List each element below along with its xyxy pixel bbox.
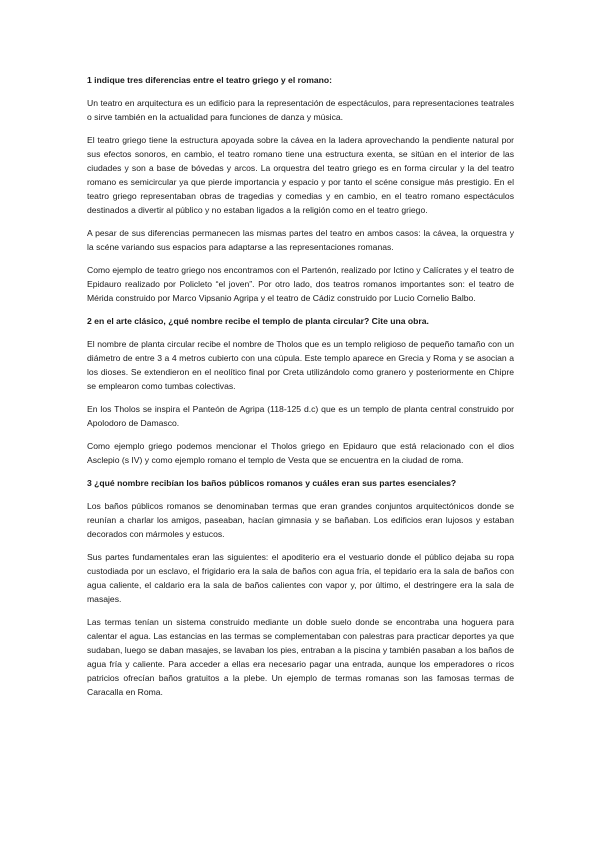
question-2-paragraph-1: El nombre de planta circular recibe el nombre de Tholos que es un templo religioso de pequeño tamaño con un diámetro de entre 3 a 4 metros cubierto con una cúpula. Este templo aparece en Grecia y Roma y se asocian a los dioses. Se extendieron en el neolítico final por Creta utilizándolo como granero y posteriormente en Chipre se emplearon como tumbas colectivas. — [87, 339, 514, 391]
question-3-heading: 3 ¿qué nombre recibían los baños públicos romanos y cuáles eran sus partes esenciales? — [87, 478, 457, 488]
question-1-paragraph-3: A pesar de sus diferencias permanecen las mismas partes del teatro en ambos casos: la cávea, la orquestra y la scéne variando sus espacios para adaptarse a las representaciones romanas. — [87, 228, 514, 252]
question-3-paragraph-2: Sus partes fundamentales eran las siguientes: el apoditerio era el vestuario donde el público dejaba su ropa custodiada por un esclavo, el frigidario era la sala de baños con agua fría, el tepidario era la sala de baños con agua caliente, el caldario era la sala de baños calientes con vapor y, por último, el destringere era la sala de masajes. — [87, 552, 514, 604]
question-3-paragraph-1: Los baños públicos romanos se denominaban termas que eran grandes conjuntos arquitectónicos donde se reunían a charlar los amigos, paseaban, hacían gimnasia y se bañaban. Los edificios eran lujosos y estaban decorados con mármoles y estucos. — [87, 501, 514, 539]
question-1-heading: 1 indique tres diferencias entre el teatro griego y el romano: — [87, 75, 332, 85]
question-2-paragraph-2: En los Tholos se inspira el Panteón de Agripa (118-125 d.c) que es un templo de planta central construido por Apolodoro de Damasco. — [87, 404, 514, 428]
question-2-heading: 2 en el arte clásico, ¿qué nombre recibe el templo de planta circular? Cite una obra. — [87, 316, 429, 326]
question-1-paragraph-2: El teatro griego tiene la estructura apoyada sobre la cávea en la ladera aprovechando la pendiente natural por sus efectos sonoros, en cambio, el teatro romano tiene una estructura exenta, se sitúan en el interior de las ciudades y son a base de bóvedas y arcos. La orquestra del teatro griego es en forma circular y la del teatro romano es semicircular ya que pierde importancia y espacio y por tanto el scéne consigue más prestigio. En el teatro griego representaban obras de tragedias y comedias y en cambio, en el teatro romano espectáculos destinados a divertir al público y no estaban ligados a la religión como en el teatro griego. — [87, 135, 514, 215]
question-3-paragraph-3: Las termas tenían un sistema construido mediante un doble suelo donde se encontraba una hoguera para calentar el agua. Las estancias en las termas se complementaban con palestras para practicar deportes ya que sudaban, luego se daban masajes, se lavaban los pies, entraban a la piscina y también pasaban a los baños de agua fría y caliente. Para acceder a ellas era necesario pagar una entrada, aunque los emperadores o ricos patricios ofrecían baños gratuitos a la plebe. Un ejemplo de termas romanas son las famosas termas de Caracalla en Roma. — [87, 617, 514, 697]
question-1-paragraph-4: Como ejemplo de teatro griego nos encontramos con el Partenón, realizado por Ictino y Calícrates y el teatro de Epidauro realizado por Policleto “el joven”. Por otro lado, dos teatros romanos importantes son: el teatro de Mérida construido por Marco Vipsanio Agripa y el teatro de Cádiz construido por Lucio Cornelio Balbo. — [87, 265, 514, 303]
question-1-paragraph-1: Un teatro en arquitectura es un edificio para la representación de espectáculos, para representaciones teatrales o sirve también en la actualidad para funciones de danza y música. — [87, 98, 514, 122]
document-page — [87, 73, 514, 708]
question-2-paragraph-3: Como ejemplo griego podemos mencionar el Tholos griego en Epidauro que está relacionado con el dios Asclepio (s IV) y como ejemplo romano el templo de Vesta que se encuentra en la ciudad de roma. — [87, 441, 514, 465]
